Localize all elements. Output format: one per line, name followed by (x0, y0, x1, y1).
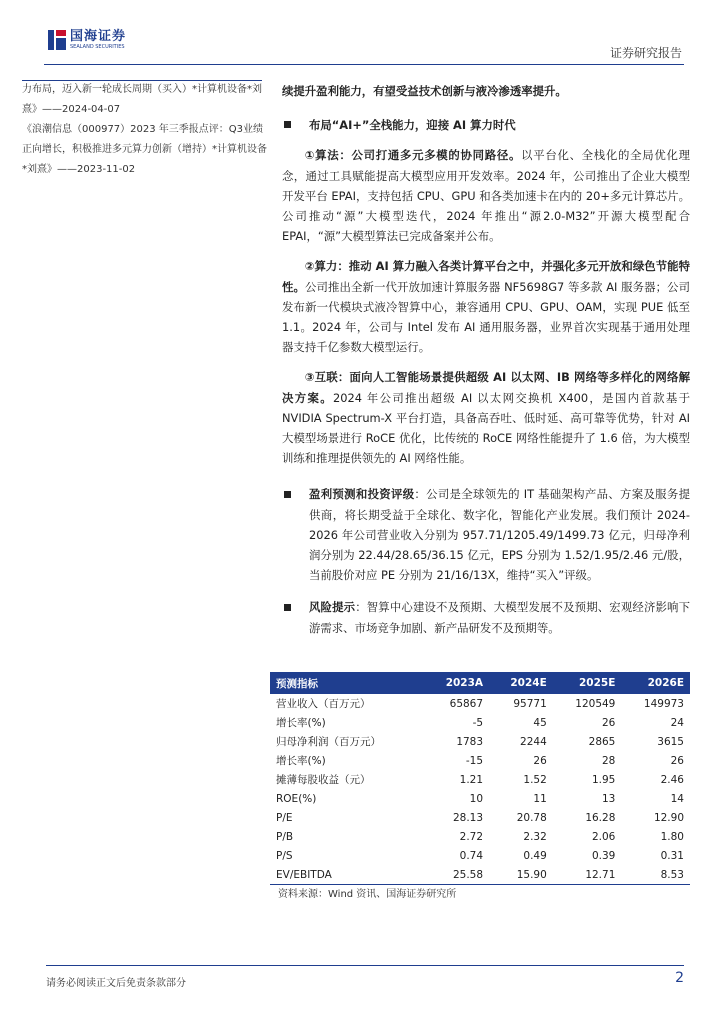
paragraph-text: 公司推出全新一代开放加速计算服务器 NF5698G7 等多款 AI 服务器；公司发布新一代模块式液冷智算中心，兼容通用 CPU、GPU、OAM，实现 PUE 低至 1.1。2024 年，公司与 Intel 发布 AI 通用服务器，业界首次实现基于通用处理器支持千亿参数大模型运行。 (282, 279, 690, 355)
page-number: 2 (675, 970, 684, 986)
square-bullet-icon (284, 604, 291, 611)
table-header-cell: 2025E (553, 672, 622, 694)
row-label-cell: 归母净利润（百万元） (276, 736, 381, 748)
row-label-cell: ROE(%) (276, 792, 317, 805)
table-cell: 24 (670, 716, 684, 729)
related-reports (22, 80, 267, 180)
row-label-cell: 摊薄每股收益（元） (276, 774, 371, 786)
table-row (270, 808, 690, 827)
paragraph-text: 2024 年公司推出超级 AI 以太网交换机 X400，是国内首款基于 NVIDIA Spectrum-X 平台打造，具备高吞吐、低时延、高可靠等优势，针对 AI 大模型场景进行 RoCE 优化，比传统的 RoCE 网络性能提升了 1.6 倍，为大模型训练和推理提供领先的 AI 网络性能。 (282, 390, 690, 466)
table-cell: 12.71 (553, 865, 622, 885)
table-cell: 2.72 (459, 830, 484, 843)
table-row (270, 865, 690, 885)
logo-text-en: SEALAND SECURITIES (70, 44, 125, 50)
table-row (270, 789, 690, 808)
table-row (270, 770, 690, 789)
risk-label: 风险提示 (309, 600, 356, 615)
table-cell: -5 (472, 716, 484, 729)
table-cell: 20.78 (516, 811, 547, 824)
table-cell: 8.53 (621, 865, 690, 885)
forecast-table (270, 672, 690, 885)
risk-text: ：智算中心建设不及预期、大模型发展不及预期、宏观经济影响下游需求、市场竞争加剧、新产品研发不及预期等。 (309, 600, 690, 635)
table-cell: 0.49 (523, 849, 547, 862)
table-header-cell: 预测指标 (270, 672, 424, 694)
footer-disclaimer: 请务必阅读正文后免责条款部分 (46, 978, 186, 989)
header-divider (44, 64, 684, 65)
table-cell: 149973 (643, 697, 684, 710)
table-row (270, 827, 690, 846)
section-title: 布局“AI+”全栈能力，迎接 AI 算力时代 (309, 118, 516, 133)
table-cell: 65867 (449, 697, 484, 710)
table-header-cell: 2023A (424, 672, 489, 694)
forecast-label: 盈利预测和投资评级 (309, 487, 415, 502)
table-cell: 26 (670, 754, 684, 767)
table-header-cell: 2024E (489, 672, 553, 694)
table-cell: 3615 (657, 735, 684, 748)
table-cell: 95771 (513, 697, 547, 710)
table-cell: 2.06 (591, 830, 616, 843)
paragraph-interconnect (282, 367, 690, 468)
paragraph-algorithm (282, 145, 690, 246)
row-label-cell: 增长率(%) (276, 755, 326, 767)
table-row (270, 846, 690, 865)
table-cell: 13 (602, 792, 616, 805)
logo-text-cn: 国海证券 (70, 29, 127, 44)
page-header (30, 28, 684, 62)
related-report-item: 力布局，迈入新一轮成长周期（买入）*计算机设备*刘熹》——2024-04-07 (22, 84, 262, 115)
table-cell: 26 (533, 754, 547, 767)
table-cell: 2.32 (523, 830, 547, 843)
table-cell: 10 (469, 792, 484, 805)
table-cell: 16.28 (585, 811, 616, 824)
logo-mark-icon (48, 30, 66, 50)
table-cell: 0.31 (660, 849, 684, 862)
footer-divider (46, 965, 684, 966)
table-cell: 14 (670, 792, 684, 805)
paragraph-lead: ③互联：面向人工智能场景提供超级 AI 以太网、IB 网络等多样化的网络解决方案。 (282, 370, 690, 405)
risk-block (282, 597, 690, 637)
table-source: 资料来源：Wind 资讯、国海证券研究所 (278, 889, 457, 900)
table-cell: 0.39 (591, 849, 616, 862)
section-heading (282, 115, 690, 135)
company-logo (48, 30, 126, 50)
table-row (270, 694, 690, 713)
table-cell: 11 (533, 792, 547, 805)
table-header-row (270, 672, 690, 694)
square-bullet-icon (284, 121, 291, 128)
table-cell: 1783 (456, 735, 484, 748)
table-row (270, 732, 690, 751)
table-cell: 1.21 (459, 773, 484, 786)
related-report-item: 《浪潮信息（000977）2023 年三季报点评：Q3业绩正向增长，积极推进多元算力创新（增持）*计算机设备*刘熹》——2023-11-02 (22, 124, 267, 175)
row-label-cell: P/S (276, 849, 293, 862)
table-cell: 2244 (520, 735, 547, 748)
paragraph-lead: ②算力：推动 AI 算力融入各类计算平台之中，并强化多元开放和绿色节能特性。 (282, 259, 690, 294)
table-cell: 1.95 (591, 773, 616, 786)
table-row (270, 751, 690, 770)
table-cell: 0.74 (459, 849, 484, 862)
forecast-text: ：公司是全球领先的 IT 基础架构产品、方案及服务提供商，将长期受益于全球化、数字化，智能化产业发展。我们预计 2024-2026 年公司营业收入分别为 957.71/1205.49/1499.73 亿元，归母净利润分别为 22.44/28.65/36.15 亿元，EPS 分别为 1.52/1.95/2.46 元/股，当前股价对应 PE 分别为 21/16/13X，维持“买入”评级。 (309, 487, 690, 583)
row-label-cell: 营业收入（百万元） (276, 698, 371, 710)
row-label-cell: P/E (276, 811, 293, 824)
table-cell: 12.90 (653, 811, 684, 824)
table-header-cell: 2026E (621, 672, 690, 694)
main-content (282, 81, 690, 638)
paragraph-compute (282, 256, 690, 357)
table-cell: -15 (465, 754, 484, 767)
table-row (270, 713, 690, 732)
table-cell: 25.58 (424, 865, 489, 885)
table-cell: 1.80 (660, 830, 684, 843)
table-cell: 28 (602, 754, 616, 767)
forecast-block (282, 484, 690, 585)
table-cell: 120549 (575, 697, 616, 710)
table-cell: 2.46 (660, 773, 684, 786)
table-cell: 28.13 (452, 811, 484, 824)
report-type-label: 证券研究报告 (609, 46, 682, 60)
row-label-cell: EV/EBITDA (270, 865, 424, 885)
row-label-cell: P/B (276, 830, 294, 843)
paragraph-lead: ①算法：公司打通多元多模的协同路径。 (304, 148, 522, 163)
square-bullet-icon (284, 491, 291, 498)
paragraph-text: 以平台化、全栈化的全局优化理念，通过工具赋能提高大模型应用开发效率。2024 年，公司推出了企业大模型开发平台 EPAI，支持包括 CPU、GPU 和各类加速卡在内的 20+多元计算芯片。公司推动“源”大模型迭代，2024 年推出“源2.0-M32”开源大模型配合 EPAI，“源”大模型算法已完成备案并公布。 (282, 148, 690, 244)
row-label-cell: 增长率(%) (276, 717, 326, 729)
table-cell: 1.52 (523, 773, 547, 786)
table-cell: 2865 (588, 735, 616, 748)
table-cell: 15.90 (489, 865, 553, 885)
table-cell: 45 (533, 716, 547, 729)
top-line: 续提升盈利能力，有望受益技术创新与液冷渗透率提升。 (282, 84, 567, 98)
table-cell: 26 (602, 716, 616, 729)
